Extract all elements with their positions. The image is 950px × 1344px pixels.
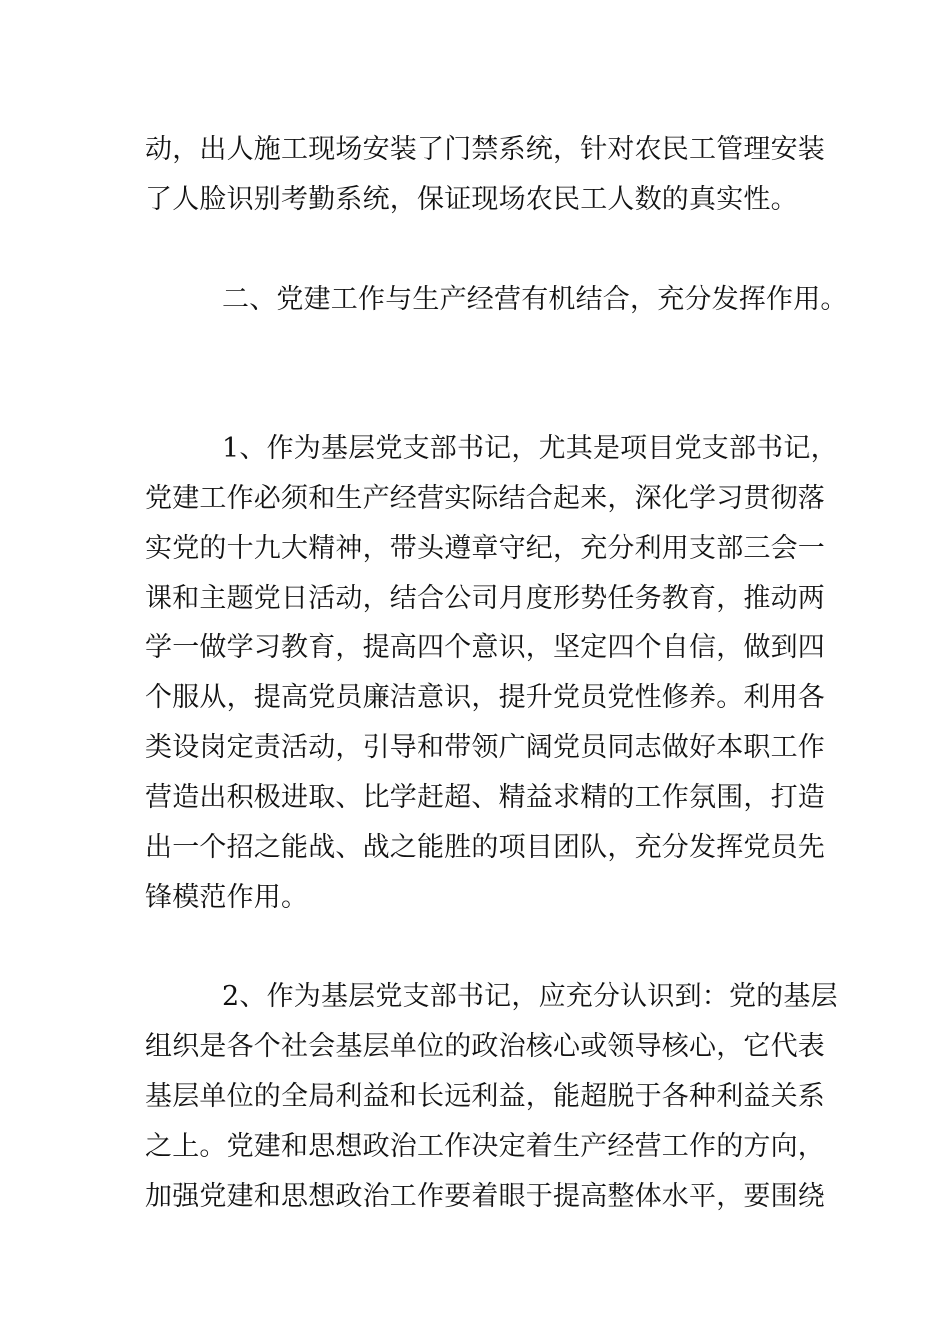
paragraph-1-line-10: 锋模范作用。 — [145, 882, 309, 913]
paragraph-1-line-9: 出一个招之能战、战之能胜的项目团队，充分发挥党员先 — [145, 832, 825, 863]
paragraph-2-line-4: 之上。党建和思想政治工作决定着生产经营工作的方向， — [145, 1131, 825, 1162]
paragraph-2-line-1: 2、作为基层党支部书记，应充分认识到：党的基层 — [222, 981, 838, 1012]
section-heading: 二、党建工作与生产经营有机结合，充分发挥作用。 — [222, 284, 848, 315]
paragraph-1-line-8: 营造出积极进取、比学赶超、精益求精的工作氛围，打造 — [145, 782, 825, 813]
paragraph-1-line-4: 课和主题党日活动，结合公司月度形势任务教育，推动两 — [145, 583, 825, 614]
paragraph-1-line-6: 个服从，提高党员廉洁意识，提升党员党性修养。利用各 — [145, 682, 825, 713]
paragraph-2-line-3: 基层单位的全局利益和长远利益，能超脱于各种利益关系 — [145, 1081, 825, 1112]
continuation-line-1: 动，出人施工现场安装了门禁系统，针对农民工管理安装 — [145, 134, 825, 165]
paragraph-1-line-3: 实党的十九大精神，带头遵章守纪，充分利用支部三会一 — [145, 533, 825, 564]
paragraph-1-line-7: 类设岗定责活动，引导和带领广阔党员同志做好本职工作 — [145, 732, 825, 763]
paragraph-1-line-5: 学一做学习教育，提高四个意识，坚定四个自信，做到四 — [145, 632, 825, 663]
paragraph-2-line-2: 组织是各个社会基层单位的政治核心或领导核心，它代表 — [145, 1031, 825, 1062]
paragraph-1-line-2: 党建工作必须和生产经营实际结合起来，深化学习贯彻落 — [145, 483, 825, 514]
paragraph-2-line-5: 加强党建和思想政治工作要着眼于提高整体水平，要围绕 — [145, 1181, 825, 1212]
continuation-line-2: 了人脸识别考勤系统，保证现场农民工人数的真实性。 — [145, 184, 798, 215]
paragraph-1-line-1: 1、作为基层党支部书记，尤其是项目党支部书记， — [222, 433, 838, 464]
